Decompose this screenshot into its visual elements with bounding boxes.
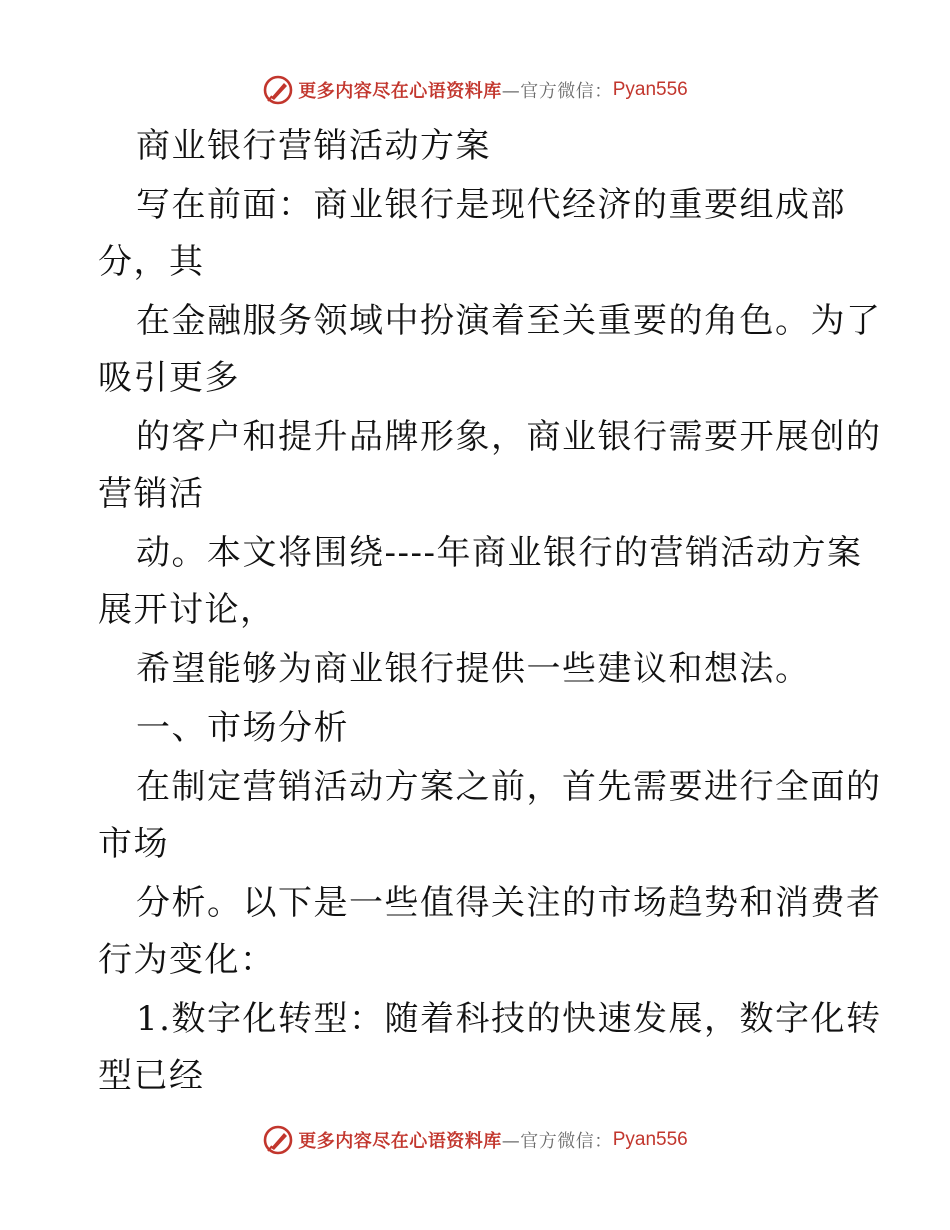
section-heading: 一、市场分析	[136, 708, 349, 748]
list-item: 1.数字化转型：随着科技的快速发展，数字化转	[136, 999, 882, 1039]
quill-logo-icon	[262, 1124, 294, 1156]
banner-wechat-id: Pyan556	[612, 1129, 688, 1150]
banner-title: 更多内容尽在心语资料库	[298, 1131, 502, 1152]
doc-line: 分析。以下是一些值得关注的市场趋势和消费者	[136, 883, 882, 923]
doc-line: 吸引更多	[98, 358, 240, 398]
banner-subtitle: —官方微信：	[501, 1131, 613, 1152]
doc-line: 希望能够为商业银行提供一些建议和想法。	[136, 649, 811, 689]
banner-title: 更多内容尽在心语资料库	[298, 81, 502, 102]
banner-subtitle: —官方微信：	[501, 81, 613, 102]
doc-title: 商业银行营销活动方案	[136, 126, 491, 166]
banner-wechat-id: Pyan556	[612, 79, 688, 100]
footer-banner	[0, 1120, 950, 1160]
doc-line: 的客户和提升品牌形象，商业银行需要开展创的	[136, 417, 882, 457]
doc-line: 行为变化：	[98, 940, 276, 980]
doc-line: 展开讨论，	[98, 590, 276, 630]
doc-line: 在金融服务领域中扮演着至关重要的角色。为了	[136, 301, 882, 341]
doc-line: 写在前面：商业银行是现代经济的重要组成部	[136, 185, 846, 225]
doc-line: 分，其	[98, 242, 205, 282]
doc-line: 营销活	[98, 474, 205, 514]
doc-line: 市场	[98, 824, 169, 864]
doc-line: 动。本文将围绕----年商业银行的营销活动方案	[136, 533, 863, 573]
doc-line: 型已经	[98, 1056, 205, 1096]
doc-line: 在制定营销活动方案之前，首先需要进行全面的	[136, 767, 882, 807]
